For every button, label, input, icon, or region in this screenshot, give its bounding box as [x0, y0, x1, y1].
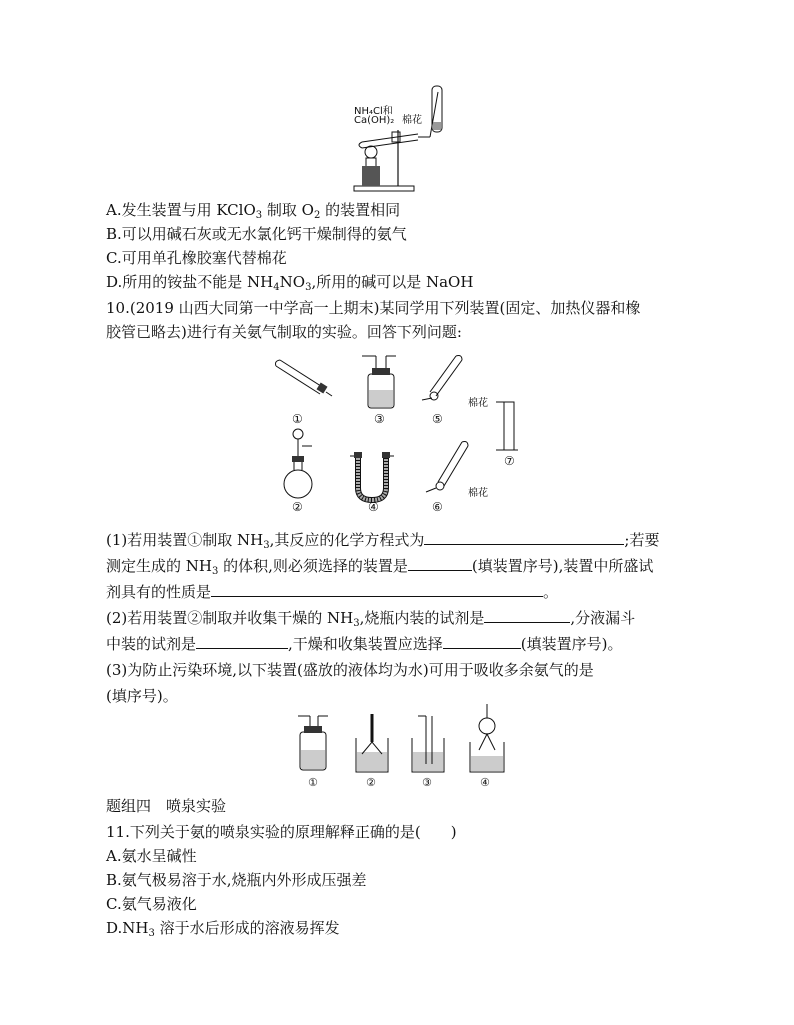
q11-option-c: C.氨气易液化 — [106, 895, 197, 913]
absorb-label-4: ④ — [480, 776, 490, 789]
apparatus-7 — [496, 402, 518, 450]
q11-stem: 11.下列关于氨的喷泉实验的原理解释正确的是( ) — [106, 823, 457, 841]
q11-option-d: $D.NH_3$ 溶于水后形成的溶液易挥发 — [106, 919, 340, 939]
answer-blank-property[interactable] — [211, 582, 543, 597]
answer-blank-apparatus[interactable] — [408, 556, 472, 571]
cotton-label-6: 棉花 — [468, 488, 488, 499]
label-1: ① — [292, 412, 303, 426]
apparatus-5 — [422, 356, 462, 401]
apparatus-4 — [350, 452, 394, 500]
figure-ammonia-apparatus — [340, 82, 470, 194]
q10-stem-line2: 胶管已略去)进行有关氨气制取的实验。回答下列问题: — [106, 323, 462, 341]
label-6: ⑥ — [432, 500, 443, 514]
reagent-label: NH₄Cl和 — [354, 106, 393, 117]
q10-part1-line1: (1)若用装置①制取 $NH_3$,其反应的化学方程式为 ;若要 — [106, 531, 660, 551]
apparatus-6 — [426, 442, 468, 493]
absorb-label-3: ③ — [422, 776, 432, 789]
q9-option-a: A.发生装置与用 KClO$_3$ 制取 $O_2$ 的装置相同 — [106, 201, 401, 221]
apparatus-drawing — [340, 82, 470, 194]
apparatus-2 — [284, 429, 312, 498]
absorption-drawing — [292, 702, 512, 792]
answer-blank-equation[interactable] — [424, 530, 624, 545]
figure-absorption-set — [292, 702, 512, 792]
absorber-1 — [298, 716, 328, 770]
label-2: ② — [292, 500, 303, 514]
q11-option-a: A.氨水呈碱性 — [106, 847, 197, 865]
label-7: ⑦ — [504, 454, 515, 468]
figure-apparatus-set — [272, 352, 532, 512]
q11-option-b: B.氨气极易溶于水,烧瓶内外形成压强差 — [106, 871, 367, 889]
absorber-3 — [412, 716, 444, 772]
q10-stem-line1: 10.(2019 山西大同第一中学高一上期末)某同学用下列装置(固定、加热仪器和橡 — [106, 299, 641, 317]
cotton-label: 棉花 — [402, 115, 422, 126]
absorb-label-2: ② — [366, 776, 376, 789]
cotton-label-5: 棉花 — [468, 398, 488, 409]
q10-part3-line1: (3)为防止污染环境,以下装置(盛放的液体均为水)可用于吸收多余氨气的是 — [106, 661, 594, 679]
label-3: ③ — [374, 412, 385, 426]
apparatus-1 — [276, 360, 333, 396]
q10-part1-line3: 剂具有的性质是 。 — [106, 583, 559, 601]
group4-title: 题组四 喷泉实验 — [106, 797, 227, 815]
answer-blank-flask-reagent[interactable] — [484, 608, 570, 623]
q9-option-b: B.可以用碱石灰或无水氯化钙干燥制得的氨气 — [106, 225, 407, 243]
absorber-2 — [356, 714, 388, 772]
q10-part2-line2: 中装的试剂是 ,干燥和收集装置应选择 (填装置序号)。 — [106, 635, 623, 653]
q10-part3-line2: (填序号)。 — [106, 687, 178, 705]
absorb-label-1: ① — [308, 776, 318, 789]
q10-part2-line1: (2)若用装置②制取并收集干燥的 $NH_3$,烧瓶内装的试剂是 ,分液漏斗 — [106, 609, 636, 629]
label-4: ④ — [368, 500, 379, 514]
q10-part1-line2: 测定生成的 $NH_3$ 的体积,则必须选择的装置是 (填装置序号),装置中所盛试 — [106, 557, 654, 577]
answer-blank-dry-collect[interactable] — [443, 634, 521, 649]
absorber-4 — [470, 704, 504, 772]
q9-option-d: D.所用的铵盐不能是 $NH_4NO_3$,所用的碱可以是 NaOH — [106, 273, 474, 293]
apparatus-set-drawing — [272, 352, 532, 512]
apparatus-3 — [362, 356, 396, 408]
answer-blank-funnel-reagent[interactable] — [196, 634, 288, 649]
reagent-label-2: Ca(OH)₂ — [354, 115, 395, 126]
q9-option-c: C.可用单孔橡胶塞代替棉花 — [106, 249, 287, 267]
label-5: ⑤ — [432, 412, 443, 426]
